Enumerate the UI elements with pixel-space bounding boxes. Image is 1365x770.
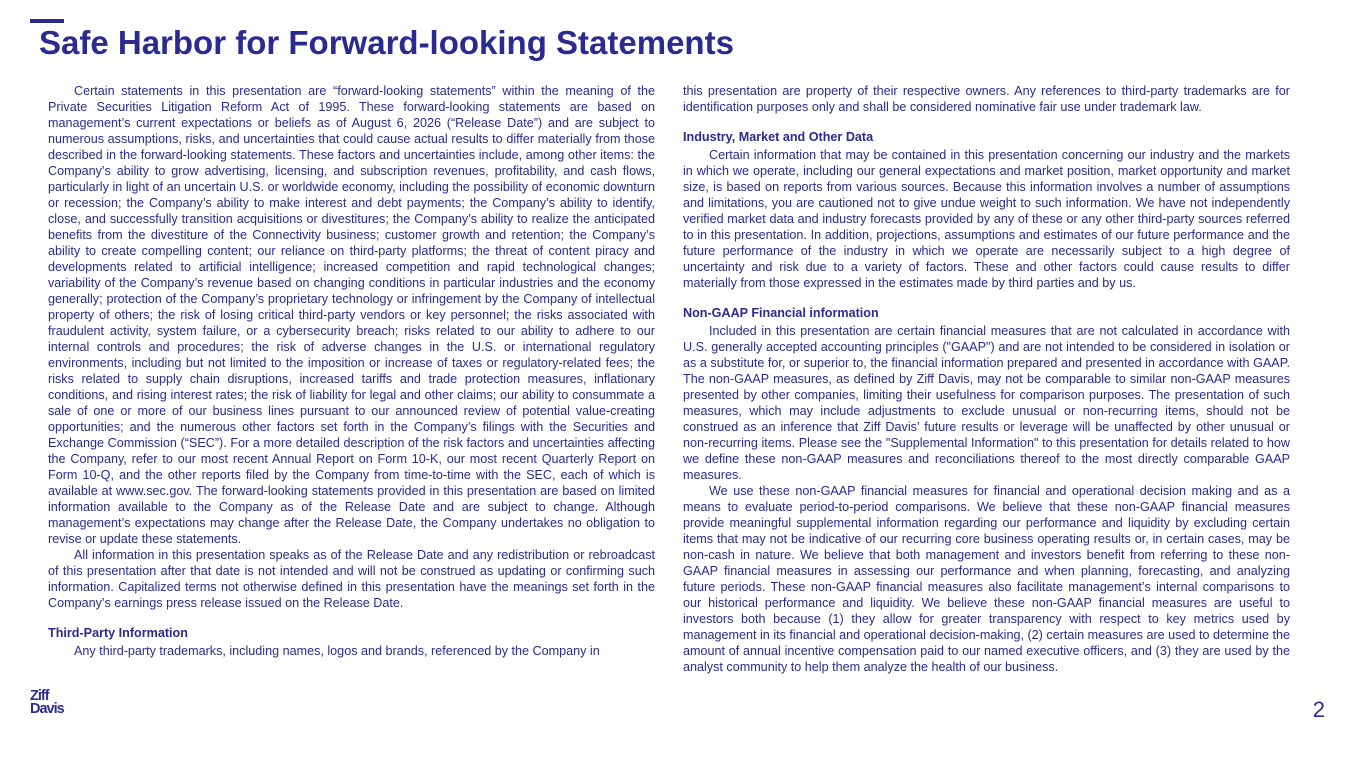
- release-date-paragraph: All information in this presentation speaks as of the Release Date and any redistribution or rebroadcast of this presentation after that date is not intended and will not be construed as updating or confirming such information. Capitalized terms not otherwise defined in this presentation have the meanings set forth in the Company’s earnings press release issued on the Release Date.: [48, 548, 655, 610]
- industry-paragraph: Certain information that may be contained in this presentation concerning our industry and the markets in which we operate, including our general expectations and market position, market opportunity and market size, is based on reports from various sources. Because this information involves a number of assumptions and limitations, you are cautioned not to give undue weight to such information. We have not independently verified market data and industry forecasts provided by any of these or any other third-party sources referred to in this presentation. In addition, projections, assumptions and estimates of our future performance and the future performance of the industry in which we operate are necessarily subject to a high degree of uncertainty and risk due to a variety of factors. These and other factors could cause results to differ materially from those expressed in the estimates made by third parties and by us.: [683, 148, 1290, 290]
- third-party-heading: Third-Party Information: [48, 626, 188, 640]
- forward-looking-paragraph: Certain statements in this presentation are “forward-looking statements” within the meaning of the Private Securities Litigation Reform Act of 1995. These forward-looking statements are based on management’s current expectations or beliefs as of August 6, 2026 (“Release Date”) and are subject to numerous assumptions, risks, and uncertainties that could cause actual results to differ materially from those described in the forward-looking statements. These factors and uncertainties include, among other items: the Company’s ability to grow advertising, licensing, and subscription revenues, profitability, and cash flows, particularly in light of an uncertain U.S. or worldwide economy, including the possibility of economic downturn or recession; the Company’s ability to make interest and debt payments; the Company’s ability to identify, close, and successfully transition acquisitions or divestitures; the Company’s ability to realize the anticipated benefits from the divestiture of the Connectivity business; customer growth and retention; the Company’s ability to create compelling content; our reliance on third-party platforms; the threat of content piracy and developments related to artificial intelligence; increased competition and rapid technological changes; variability of the Company’s revenue based on changing conditions in particular industries and the economy generally; protection of the Company’s proprietary technology or infringement by the Company of intellectual property of others; the risk of losing critical third-party vendors or key personnel; the risks associated with fraudulent activity, system failure, or a cybersecurity breach; risks related to our ability to adhere to our internal controls and procedures; the risk of adverse changes in the U.S. or international regulatory environments, including but not limited to the imposition or increase of taxes or regulatory-related fees; the risks related to supply chain disruptions, increased tariffs and trade protection measures, inflationary conditions, and rising interest rates; the risk of liability for legal and other claims; our ability to consummate a sale of one or more of our business lines pursuant to our announced review of potential value-creating opportunities; and the numerous other factors set forth in the Company’s filings with the Securities and Exchange Commission (“SEC”). For a more detailed description of the risk factors and uncertainties affecting the Company, refer to our most recent Annual Report on Form 10-K, our most recent Quarterly Report on Form 10-Q, and the other reports filed by the Company from time-to-time with the SEC, each of which is available at www.sec.gov. The forward-looking statements provided in this presentation are based on limited information available to the Company as of the Release Date and are subject to change. Although management’s expectations may change after the Release Date, the Company undertakes no obligation to revise or update these statements.: [48, 84, 655, 546]
- industry-heading: Industry, Market and Other Data: [683, 130, 874, 144]
- logo-line-1: Ziff: [30, 688, 49, 704]
- page-number: 2: [1312, 697, 1325, 722]
- ziff-davis-logo: [30, 690, 76, 720]
- logo-line-2: Davis: [30, 701, 64, 717]
- right-column: [683, 83, 1290, 675]
- non-gaap-usage-paragraph: We use these non-GAAP financial measures for financial and operational decision making and as a means to evaluate period-to-period comparisons. We believe that these non-GAAP financial measures provide meaningful supplemental information regarding our performance and liquidity by excluding certain items that may not be indicative of our recurring core business operating results or, in certain cases, may be non-cash in nature. We believe that both management and investors benefit from referring to these non-GAAP financial measures in assessing our performance and when planning, forecasting, and analyzing future periods. These non-GAAP financial measures also facilitate management’s internal comparisons to our historical performance and liquidity. We believe these non-GAAP financial measures are useful to investors both because (1) they allow for greater transparency with respect to key metrics used by management in its financial and operational decision-making, (2) certain measures are used to determine the amount of annual incentive compensation paid to our named executive officers, and (3) they are used by the analyst community to help them analyze the health of our business.: [683, 484, 1290, 674]
- page-title: Safe Harbor for Forward-looking Statements: [39, 24, 734, 61]
- non-gaap-heading: Non-GAAP Financial information: [683, 306, 879, 320]
- third-party-paragraph: Any third-party trademarks, including names, logos and brands, referenced by the Company in: [74, 644, 600, 658]
- third-party-paragraph-continued: this presentation are property of their respective owners. Any references to third-party trademarks are for identification purposes only and shall be considered nominative fair use under trademark law.: [683, 84, 1290, 114]
- left-column: [48, 83, 655, 659]
- non-gaap-paragraph: Included in this presentation are certain financial measures that are not calculated in accordance with U.S. generally accepted accounting principles ("GAAP") and are not intended to be considered in isolation or as a substitute for, or superior to, the financial information prepared and presented in accordance with GAAP. The non-GAAP measures, as defined by Ziff Davis, may not be comparable to similar non-GAAP measures presented by other companies, limiting their usefulness for comparison purposes. The presentation of such measures, which may include adjustments to exclude unusual or non-recurring items, should not be construed as an inference that Ziff Davis’ future results or leverage will be unaffected by other unusual or non-recurring items. Please see the "Supplemental Information" to this presentation for details related to how we define these non-GAAP measures and reconciliations thereof to the most directly comparable GAAP measures.: [683, 324, 1290, 482]
